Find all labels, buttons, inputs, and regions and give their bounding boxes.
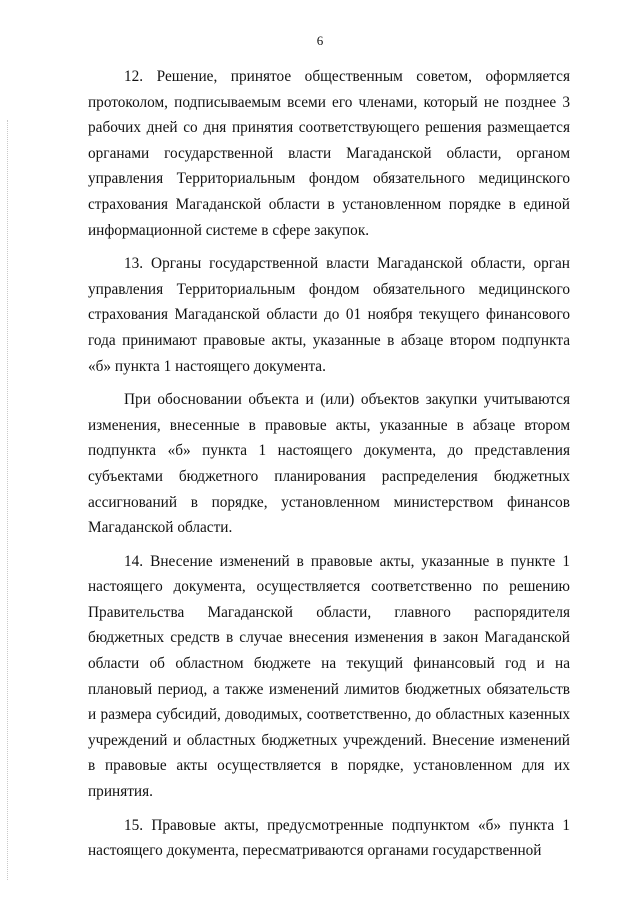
scan-margin-artifact xyxy=(7,120,9,880)
document-body xyxy=(88,64,570,872)
paragraph-14: 14. Внесение изменений в правовые акты, указанные в пункте 1 настоящего документа, осуществляется соответственно по решению Правительства Магаданской области, главного распорядителя бюджетных средств в случае внесения изменения в закон Магаданской области об областном бюджете на текущий финансовый год и на плановый период, а также изменений лимитов бюджетных обязательств и размера субсидий, доводимых, соответственно, до областных казенных учреждений и областных бюджетных учреждений. Внесение изменений в правовые акты осуществляется в порядке, установленном для их принятия. xyxy=(88,552,570,801)
paragraph-13-continued: При обосновании объекта и (или) объектов закупки учитываются изменения, внесенные в правовые акты, указанные в абзаце втором подпункта «б» пункта 1 настоящего документа, до представления субъектами бюджетного планирования распределения бюджетных ассигнований в порядке, установленном министерством финансов Магаданской области. xyxy=(88,391,570,537)
paragraph-12: 12. Решение, принятое общественным советом, оформляется протоколом, подписываемым всеми его членами, который не позднее 3 рабочих дней со дня принятия соответствующего решения размещается органами государственной власти Магаданской области, органом управления Территориальным фондом обязательного медицинского страхования Магаданской области в установленном порядке в единой информационной системе в сфере закупок. xyxy=(88,68,570,239)
paragraph-15: 15. Правовые акты, предусмотренные подпунктом «б» пункта 1 настоящего документа, пересматриваются органами государственной xyxy=(88,816,570,860)
page-number: 6 xyxy=(316,33,324,48)
paragraph-13: 13. Органы государственной власти Магаданской области, орган управления Территориальным фондом обязательного медицинского страхования Магаданской области до 01 ноября текущего финансового года принимают правовые акты, указанные в абзаце втором подпункта «б» пункта 1 настоящего документа. xyxy=(88,255,570,375)
